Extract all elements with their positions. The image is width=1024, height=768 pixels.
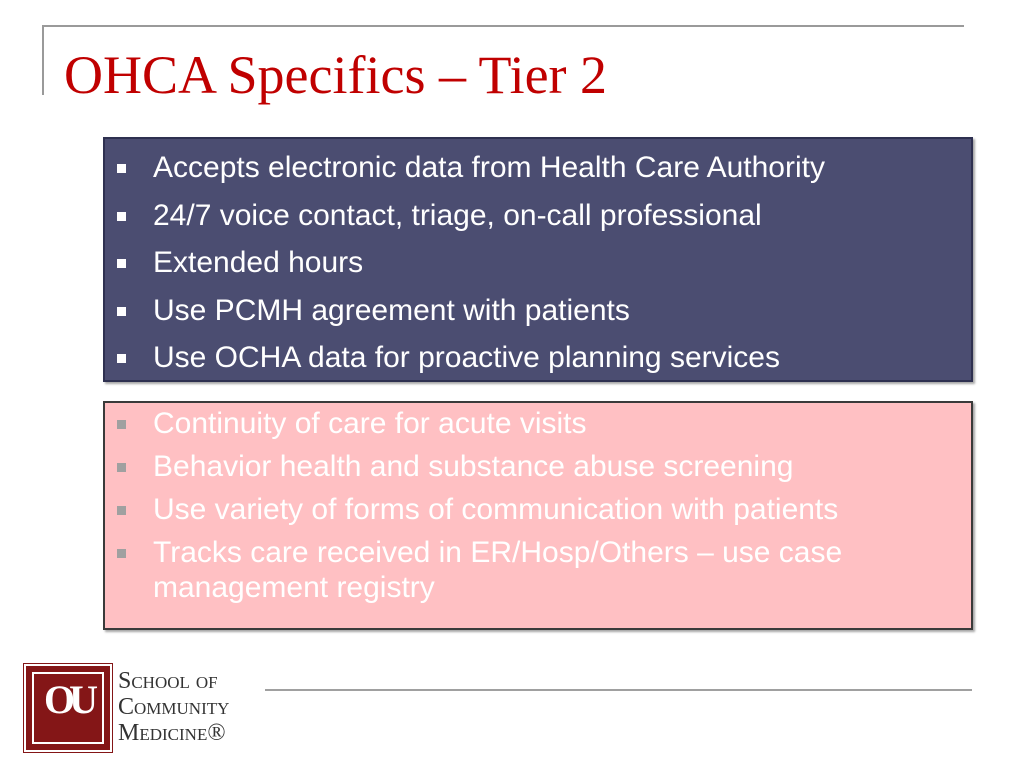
list-item-text: Accepts electronic data from Health Care Authority	[153, 151, 825, 184]
school-name	[118, 668, 229, 746]
tier2-requirements-list	[105, 144, 971, 382]
title-frame-left-line	[42, 25, 44, 95]
square-bullet-icon	[117, 549, 126, 558]
ou-monogram: OU	[44, 677, 92, 722]
square-bullet-icon	[117, 354, 126, 363]
list-item	[105, 144, 971, 192]
list-item	[105, 334, 971, 382]
ou-logo	[24, 664, 112, 752]
footer-divider	[265, 689, 972, 691]
list-item-text: Continuity of care for acute visits	[153, 407, 587, 440]
school-name-line-1: School of	[118, 668, 218, 694]
list-item	[105, 287, 971, 335]
list-item	[105, 449, 971, 484]
list-item-text: 24/7 voice contact, triage, on-call professional	[153, 198, 762, 232]
list-item-text: Tracks care received in ER/Hosp/Others – use case management registry	[153, 536, 843, 604]
square-bullet-icon	[117, 212, 126, 221]
additional-requirements-box	[103, 401, 973, 630]
list-item-text: Extended hours	[153, 246, 364, 279]
square-bullet-icon	[117, 259, 126, 268]
list-item	[105, 406, 971, 441]
list-item	[105, 192, 971, 240]
square-bullet-icon	[117, 164, 126, 173]
list-item-text: Use PCMH agreement with patients	[153, 293, 630, 327]
slide-title: OHCA Specifics – Tier 2	[64, 45, 608, 105]
list-item	[105, 535, 971, 605]
list-item-text: Use variety of forms of communication with patients	[153, 493, 839, 526]
title-frame-top-line	[42, 25, 964, 27]
list-item-text: Behavior health and substance abuse screening	[153, 450, 794, 483]
school-name-line-3: Medicine®	[118, 720, 226, 746]
list-item-text: Use OCHA data for proactive planning services	[153, 341, 780, 374]
list-item	[105, 239, 971, 287]
list-item	[105, 492, 971, 527]
square-bullet-icon	[117, 506, 126, 515]
additional-requirements-list	[105, 406, 971, 613]
tier2-requirements-box	[103, 137, 973, 382]
square-bullet-icon	[117, 420, 126, 429]
square-bullet-icon	[117, 463, 126, 472]
school-name-line-2: Community	[118, 694, 230, 720]
square-bullet-icon	[117, 307, 126, 316]
